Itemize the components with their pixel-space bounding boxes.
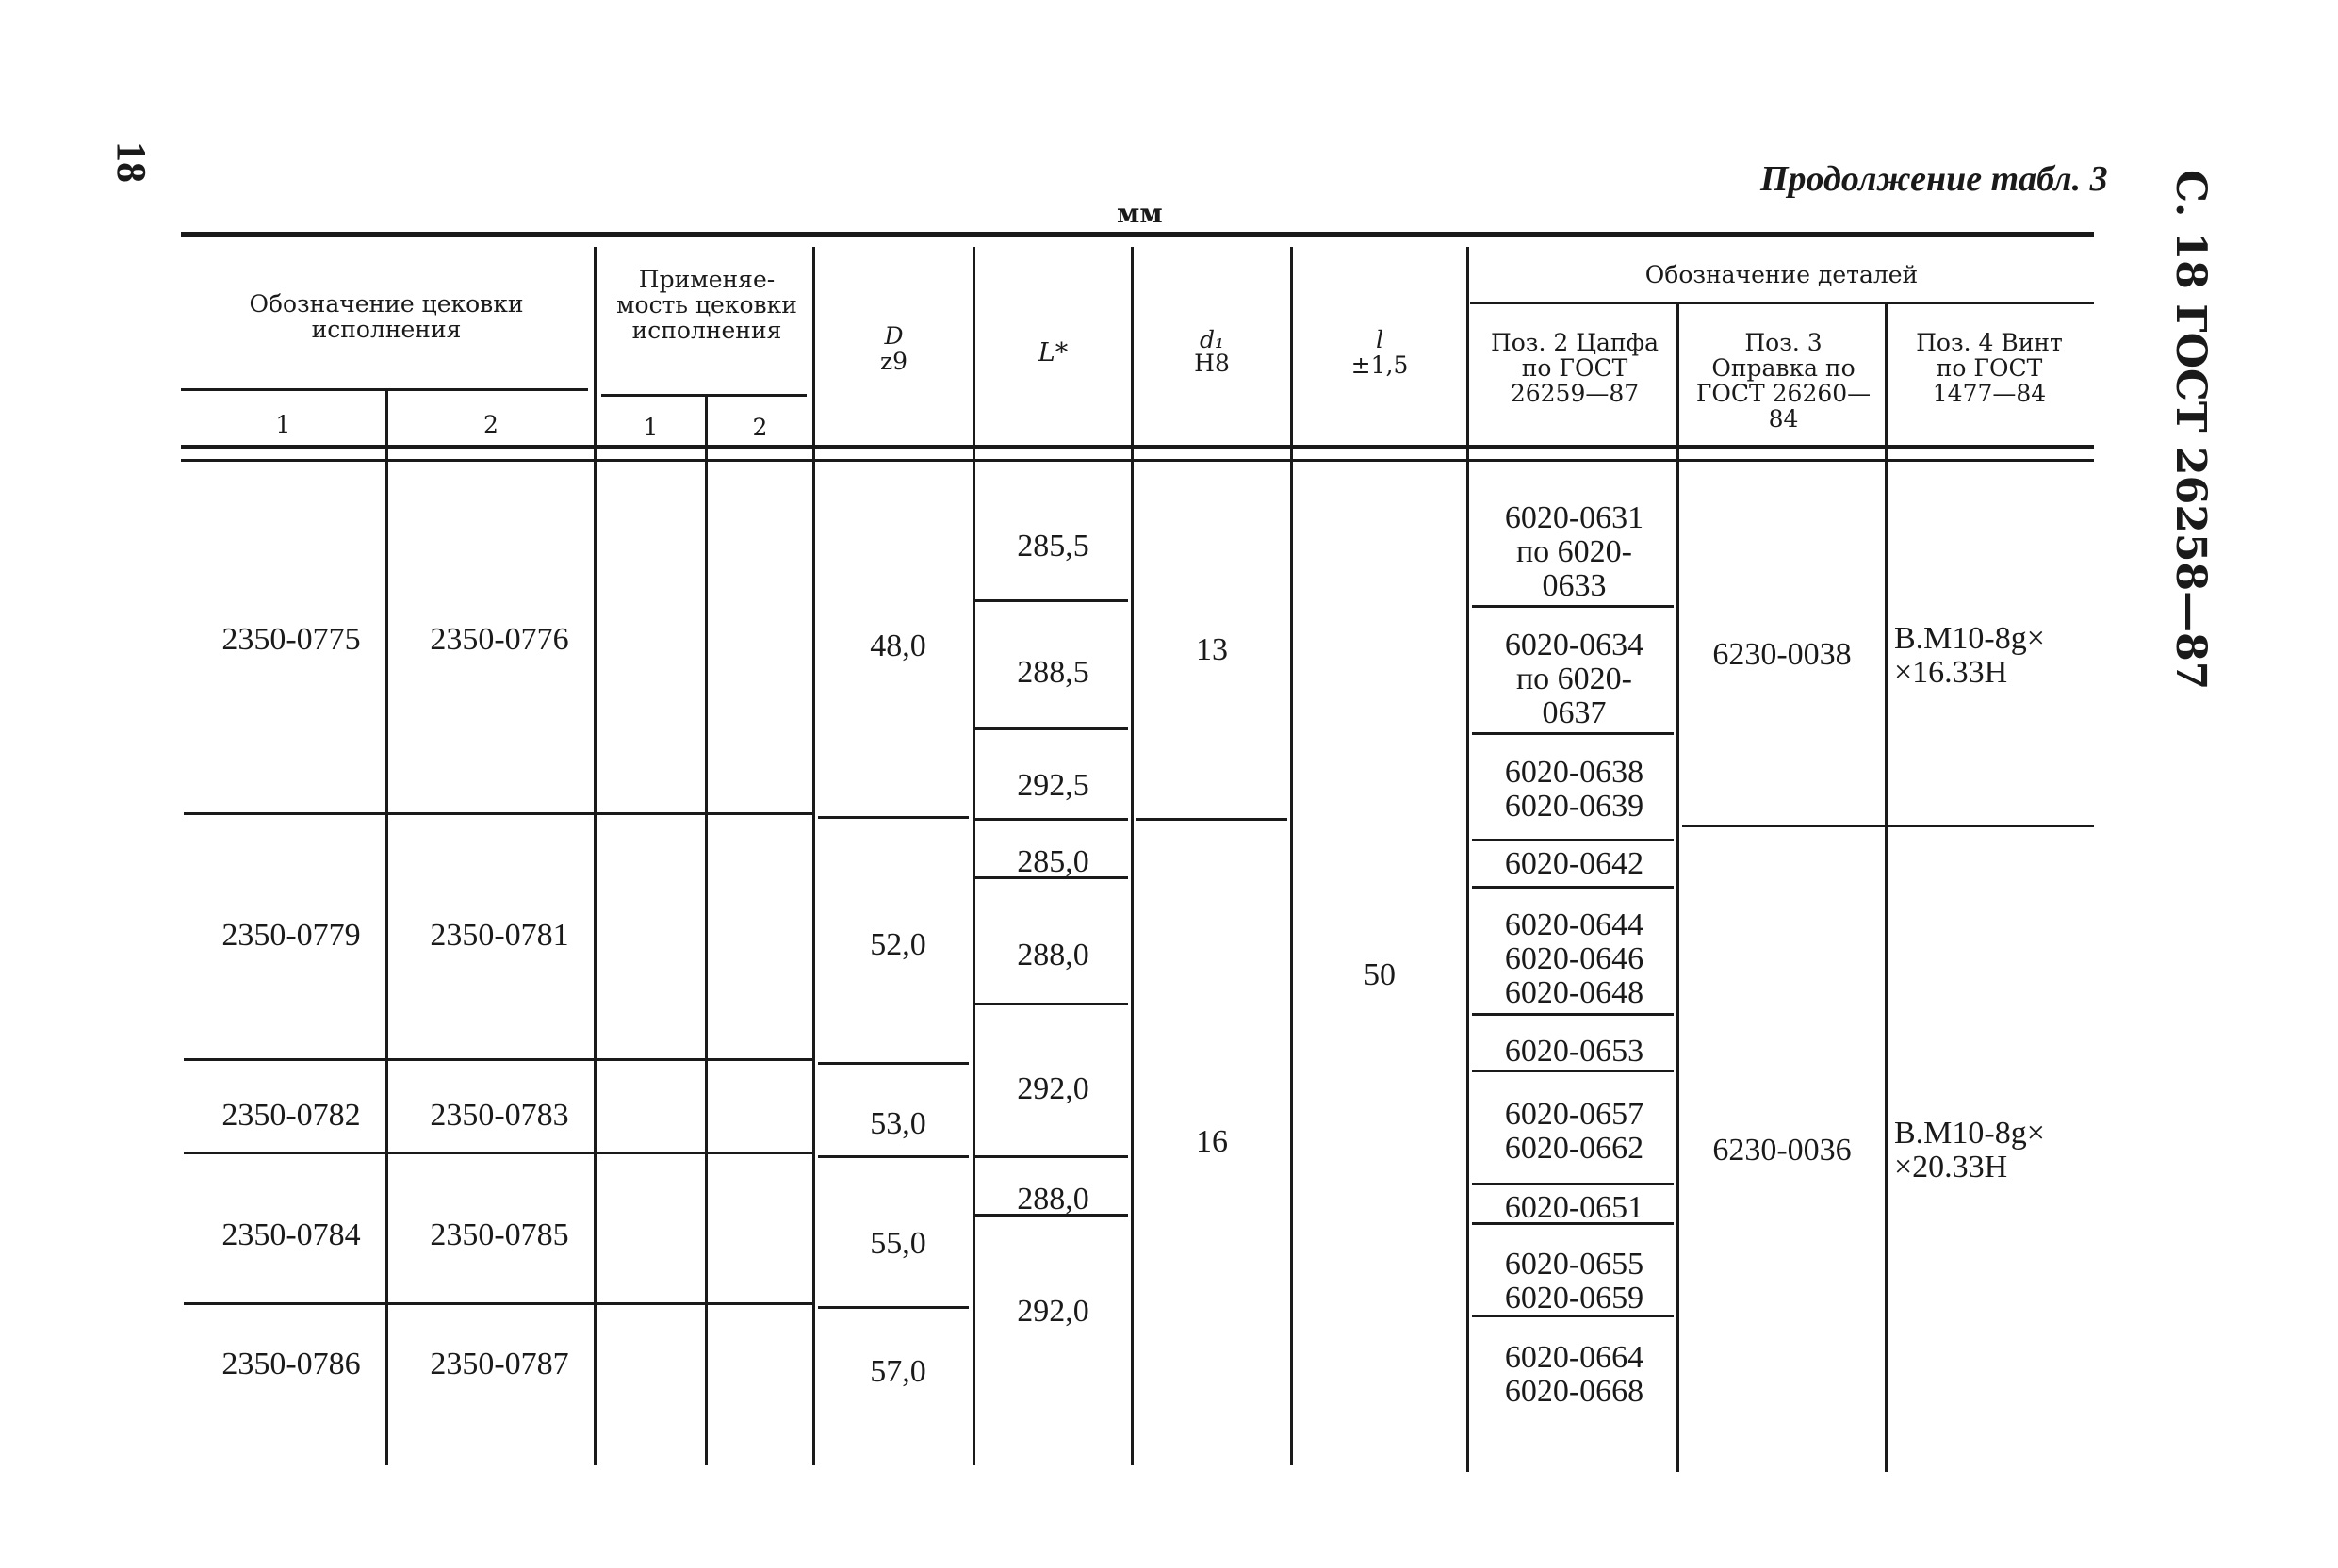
- row1-D: 48,0: [870, 629, 926, 663]
- row1-designation-1: 2350-0775: [221, 622, 361, 657]
- row5-designation-1: 2350-0786: [221, 1347, 361, 1381]
- L-value: 285,0: [1017, 844, 1089, 879]
- L-value: 292,5: [1017, 768, 1089, 803]
- pos3-value: 6230-0036: [1712, 1133, 1852, 1168]
- header-designation: Обозначение цековки исполнения: [249, 290, 524, 343]
- L-value: 285,5: [1017, 529, 1089, 564]
- L-value: 292,0: [1017, 1294, 1089, 1329]
- header-applicability-2: 2: [752, 414, 768, 441]
- header-pos4: Поз. 4 Винт по ГОСТ 1477—84: [1916, 329, 2063, 407]
- header-d1: d₁: [1199, 326, 1225, 353]
- row2-designation-1: 2350-0779: [221, 918, 361, 953]
- unit-label: мм: [1117, 198, 1163, 229]
- row4-designation-2: 2350-0785: [430, 1217, 569, 1252]
- pos2-value: 6020-0634 по 6020-0637: [1504, 628, 1644, 730]
- header-D: D: [884, 322, 904, 350]
- L-value: 288,0: [1017, 938, 1089, 972]
- pos2-value: 6020-0664 6020-0668: [1504, 1340, 1644, 1409]
- pos2-value: 6020-0638 6020-0639: [1504, 755, 1644, 824]
- pos2-value: 6020-0631 по 6020-0633: [1504, 500, 1644, 603]
- table-caption: Продолжение табл. 3: [1760, 159, 2108, 199]
- header-L: L*: [1038, 338, 1069, 368]
- header-details: Обозначение деталей: [1644, 261, 1919, 288]
- d1-value: 13: [1196, 632, 1228, 667]
- pos3-value: 6230-0038: [1712, 637, 1852, 672]
- header-applicability: Применяе- мость цековки исполнения: [616, 266, 797, 344]
- page-number: 18: [108, 141, 155, 183]
- pos2-value: 6020-0653: [1504, 1034, 1644, 1069]
- row3-designation-2: 2350-0783: [430, 1098, 569, 1133]
- row2-D: 52,0: [870, 927, 926, 962]
- L-value: 288,5: [1017, 655, 1089, 690]
- header-l: l: [1376, 326, 1383, 353]
- pos2-value: 6020-0655 6020-0659: [1504, 1247, 1644, 1315]
- L-value: 288,0: [1017, 1182, 1089, 1217]
- row1-designation-2: 2350-0776: [430, 622, 569, 657]
- header-designation-2: 2: [483, 411, 499, 438]
- row2-designation-2: 2350-0781: [430, 918, 569, 953]
- l-value: 50: [1364, 957, 1396, 992]
- header-d1-tolerance: H8: [1194, 350, 1230, 377]
- row4-D: 55,0: [870, 1226, 926, 1261]
- pos2-value: 6020-0657 6020-0662: [1504, 1097, 1644, 1166]
- d1-value: 16: [1196, 1124, 1228, 1159]
- pos4-value: В.М10-8g× ×20.33Н: [1894, 1116, 2045, 1184]
- header-pos2: Поз. 2 Цапфа по ГОСТ 26259—87: [1490, 329, 1659, 407]
- row3-D: 53,0: [870, 1106, 926, 1141]
- row5-designation-2: 2350-0787: [430, 1347, 569, 1381]
- pos2-value: 6020-0642: [1504, 846, 1644, 881]
- row3-designation-1: 2350-0782: [221, 1098, 361, 1133]
- row5-D: 57,0: [870, 1354, 926, 1389]
- row4-designation-1: 2350-0784: [221, 1217, 361, 1252]
- L-value: 292,0: [1017, 1071, 1089, 1106]
- header-applicability-1: 1: [643, 414, 659, 441]
- pos4-value: В.М10-8g× ×16.33Н: [1894, 621, 2045, 690]
- header-designation-1: 1: [275, 411, 291, 438]
- pos2-value: 6020-0644 6020-0646 6020-0648: [1504, 907, 1644, 1010]
- header-pos3: Поз. 3 Оправка по ГОСТ 26260—84: [1695, 329, 1872, 433]
- pos2-value: 6020-0651: [1504, 1190, 1644, 1225]
- side-label: С. 18 ГОСТ 26258—87: [2166, 170, 2215, 691]
- header-D-tolerance: z9: [879, 348, 908, 375]
- header-l-tolerance: ±1,5: [1350, 351, 1409, 379]
